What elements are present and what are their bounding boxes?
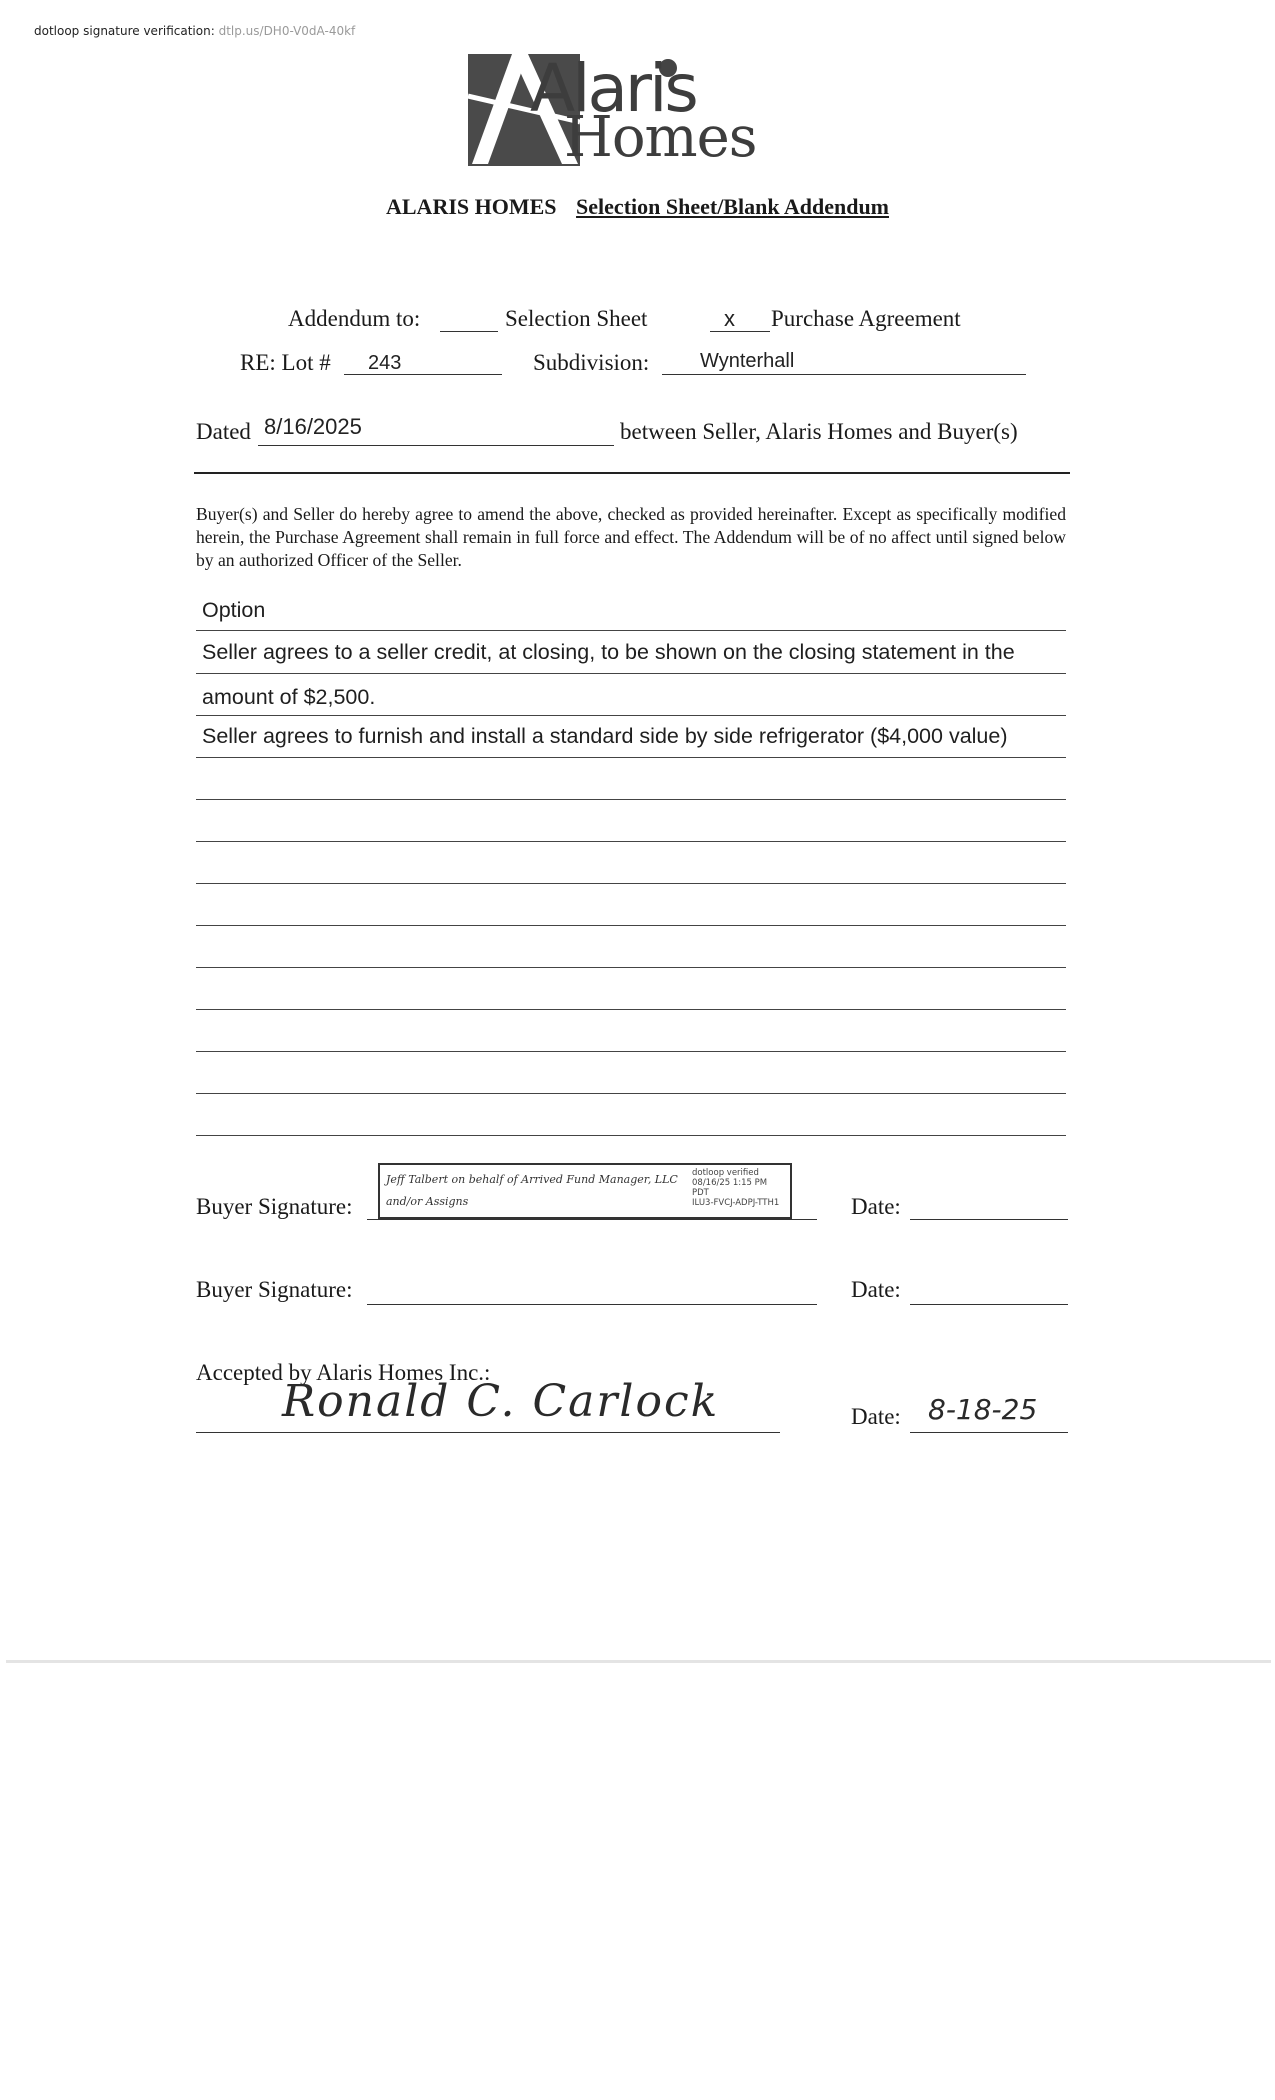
dated-field-line xyxy=(258,445,614,446)
dotloop-stamp-line1: dotloop verified xyxy=(692,1168,759,1178)
option-rule-12[interactable] xyxy=(196,1093,1066,1094)
dated-label: Dated xyxy=(196,419,251,444)
buyer-date-label-2: Date: xyxy=(851,1277,901,1302)
purchase-agreement-mark: x xyxy=(724,306,735,331)
accepted-signature[interactable]: Ronald C. Carlock xyxy=(282,1376,720,1427)
form-title: Selection Sheet/Blank Addendum xyxy=(576,194,889,219)
option-rule-9[interactable] xyxy=(196,967,1066,968)
buyer-signature-line-2[interactable] xyxy=(367,1304,817,1305)
dated-value[interactable]: 8/16/2025 xyxy=(264,414,362,439)
buyer-signature-box-1[interactable] xyxy=(378,1163,792,1219)
buyer-signature-line-1 xyxy=(367,1219,817,1220)
addendum-to-label: Addendum to: xyxy=(288,306,421,331)
option-rule-5[interactable] xyxy=(196,799,1066,800)
option-line-1[interactable]: Option xyxy=(202,598,266,622)
option-rule-10[interactable] xyxy=(196,1009,1066,1010)
page-title xyxy=(0,194,1275,220)
between-text: between Seller, Alaris Homes and Buyer(s) xyxy=(620,419,1018,444)
company-name: ALARIS HOMES xyxy=(386,194,557,219)
subdivision-field-line xyxy=(662,374,1026,375)
dotloop-verification xyxy=(34,24,355,38)
alaris-homes-logo xyxy=(468,52,798,170)
buyer-signature-label-2: Buyer Signature: xyxy=(196,1277,353,1302)
option-rule-6[interactable] xyxy=(196,841,1066,842)
page-bottom-divider xyxy=(6,1660,1271,1663)
selection-sheet-label: Selection Sheet xyxy=(505,306,648,331)
lot-value[interactable]: 243 xyxy=(368,352,402,374)
selection-sheet-checkbox-line[interactable] xyxy=(440,331,498,332)
accepted-date-line xyxy=(910,1432,1068,1433)
dotloop-stamp-line3: PDT xyxy=(692,1188,709,1198)
buyer-date-line-1[interactable] xyxy=(910,1219,1068,1220)
option-rule-1 xyxy=(196,630,1066,631)
buyer-date-line-2[interactable] xyxy=(910,1304,1068,1305)
buyer-signature-1-line1: Jeff Talbert on behalf of Arrived Fund Manager, LLC xyxy=(386,1173,678,1186)
accepted-by-label: Accepted by Alaris Homes Inc.: xyxy=(196,1360,491,1385)
logo-text-bottom: Homes xyxy=(564,105,757,170)
dotloop-verified-stamp xyxy=(692,1168,788,1214)
option-rule-8[interactable] xyxy=(196,925,1066,926)
option-line-2[interactable]: Seller agrees to a seller credit, at closing, to be shown on the closing statement in the xyxy=(202,640,1015,664)
lot-label: RE: Lot # xyxy=(240,350,331,375)
dotloop-stamp-line4: ILU3-FVCJ-ADPJ-TTH1 xyxy=(692,1198,780,1208)
verification-link[interactable]: dtlp.us/DH0-V0dA-40kf xyxy=(218,24,356,38)
dotloop-stamp-line2: 08/16/25 1:15 PM xyxy=(692,1178,768,1188)
option-line-3[interactable]: amount of $2,500. xyxy=(202,685,376,709)
accepted-signature-line xyxy=(196,1432,780,1433)
purchase-agreement-checkbox-line[interactable] xyxy=(710,331,770,332)
accepted-date-value[interactable]: 8-18-25 xyxy=(928,1393,1038,1426)
option-rule-4 xyxy=(196,757,1066,758)
subdivision-label: Subdivision: xyxy=(533,350,650,375)
subdivision-value[interactable]: Wynterhall xyxy=(700,350,795,372)
option-rule-11[interactable] xyxy=(196,1051,1066,1052)
purchase-agreement-label: Purchase Agreement xyxy=(771,306,961,331)
accepted-date-label: Date: xyxy=(851,1404,901,1429)
buyer-signature-label-1: Buyer Signature: xyxy=(196,1194,353,1219)
section-divider xyxy=(194,472,1070,474)
terms-paragraph: Buyer(s) and Seller do hereby agree to amend the above, checked as provided hereinafter. Except as specifically modified herein, the Purchase Agreement shall remain in full force and effect. The Addendum will be of no affect until signed below by an authorized Officer of the Seller. xyxy=(196,504,1066,570)
option-rule-13[interactable] xyxy=(196,1135,1066,1136)
logo-text-top: Alaris xyxy=(530,50,696,127)
option-rule-2 xyxy=(196,673,1066,674)
option-rule-3 xyxy=(196,715,1066,716)
buyer-date-label-1: Date: xyxy=(851,1194,901,1219)
buyer-signature-1-line2: and/or Assigns xyxy=(386,1195,469,1208)
verification-label: dotloop signature verification: xyxy=(34,24,215,38)
option-line-4[interactable]: Seller agrees to furnish and install a standard side by side refrigerator ($4,000 value) xyxy=(202,724,1008,748)
option-rule-7[interactable] xyxy=(196,883,1066,884)
